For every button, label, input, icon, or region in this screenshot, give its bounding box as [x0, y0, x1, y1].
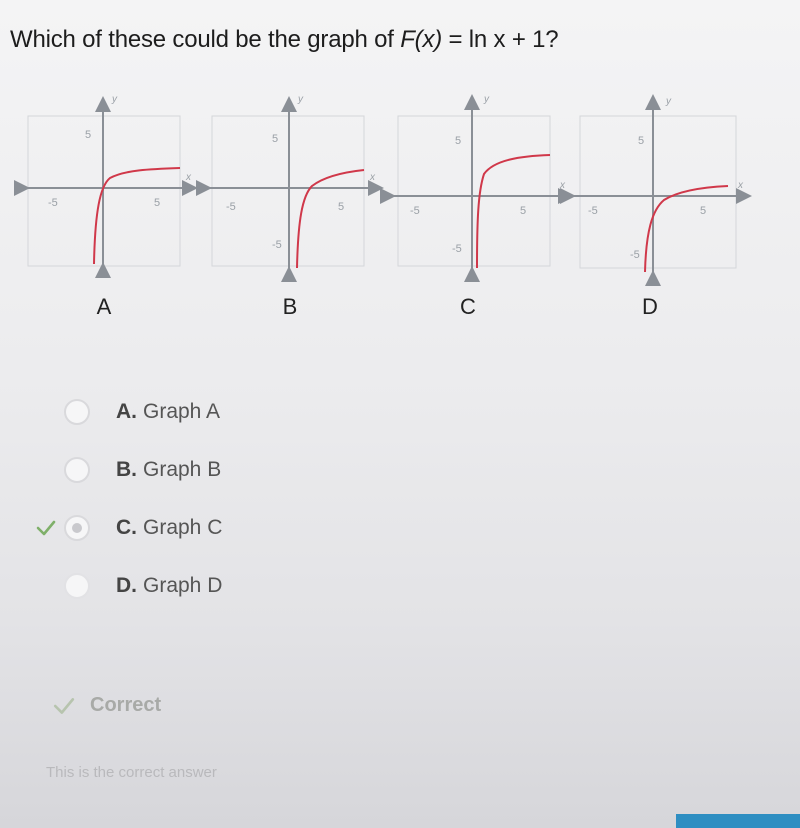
graph-b-tick-ypos: 5	[272, 133, 279, 145]
graph-c-y-label: y	[484, 94, 489, 105]
choice-b-letter: B.	[116, 458, 137, 481]
graph-b-y-label: y	[298, 94, 303, 105]
graph-c-curve	[477, 155, 550, 268]
graph-label-d: D	[642, 294, 658, 319]
graph-d-frame	[580, 116, 736, 268]
graph-c-frame	[398, 116, 550, 266]
choice-c-label: Graph C	[143, 516, 223, 539]
graph-a-y-label: y	[112, 94, 117, 105]
check-icon	[36, 518, 56, 538]
choice-a-text	[116, 400, 220, 424]
graph-c-tick-xpos: 5	[520, 205, 527, 217]
graph-row	[0, 92, 800, 342]
graph-d-tick-yneg: -5	[630, 249, 640, 261]
graphs-svg	[0, 92, 800, 292]
graph-d-tick-xpos: 5	[700, 205, 707, 217]
question-prefix: Which of these could be the graph of	[10, 26, 401, 53]
question-function: F(x)	[400, 26, 443, 53]
graph-b-tick-xneg: -5	[226, 201, 236, 213]
radio-icon[interactable]	[64, 399, 90, 425]
choice-d-letter: D.	[116, 574, 137, 597]
graph-d-curve	[645, 186, 728, 272]
graph-a-tick-ypos: 5	[85, 129, 92, 141]
radio-selected-dot	[72, 523, 82, 533]
graph-c	[388, 94, 568, 274]
graph-a-tick-xpos: 5	[154, 197, 161, 209]
radio-icon[interactable]	[64, 457, 90, 483]
graph-b-tick-xpos: 5	[338, 201, 345, 213]
graph-d-tick-xneg: -5	[588, 205, 598, 217]
choice-d-text	[116, 574, 222, 598]
radio-icon-selected[interactable]	[64, 515, 90, 541]
graph-c-tick-ypos: 5	[455, 135, 462, 147]
choice-b[interactable]	[64, 450, 221, 490]
graph-d-tick-ypos: 5	[638, 135, 645, 147]
graph-d-x-label: x	[738, 180, 743, 191]
question-suffix: = ln x + 1?	[442, 26, 559, 53]
graph-c-tick-xneg: -5	[410, 205, 420, 217]
feedback-note: This is the correct answer	[46, 764, 217, 781]
choice-c-text	[116, 516, 222, 540]
feedback	[52, 694, 161, 717]
graph-b	[204, 94, 376, 274]
choice-c-letter: C.	[116, 516, 137, 539]
radio-icon[interactable]	[64, 573, 90, 599]
choice-a-letter: A.	[116, 400, 137, 423]
next-button[interactable]	[676, 814, 800, 828]
graph-label-a: A	[96, 294, 112, 319]
graph-label-c: C	[460, 294, 476, 319]
graph-a-curve	[94, 168, 180, 264]
graph-label-b: B	[282, 294, 298, 319]
graph-c-x-label: x	[560, 180, 565, 191]
choice-d-label: Graph D	[143, 574, 223, 597]
graph-a-tick-xneg: -5	[48, 197, 58, 209]
graph-c-tick-yneg: -5	[452, 243, 462, 255]
choice-a[interactable]	[64, 392, 220, 432]
choice-d[interactable]	[64, 566, 222, 606]
graph-a	[22, 94, 192, 270]
graph-b-curve	[297, 170, 364, 268]
graph-b-x-label: x	[370, 172, 375, 183]
choice-c[interactable]	[64, 508, 222, 548]
feedback-status: Correct	[90, 694, 162, 716]
graph-d-y-label: y	[666, 96, 671, 107]
graph-b-tick-yneg: -5	[272, 239, 282, 251]
graph-a-x-label: x	[186, 172, 191, 183]
check-icon	[52, 695, 76, 717]
choice-b-text	[116, 458, 221, 482]
choice-a-label: Graph A	[143, 400, 221, 423]
choice-b-label: Graph B	[143, 458, 222, 481]
graph-d	[566, 96, 744, 278]
question-text	[10, 26, 558, 54]
